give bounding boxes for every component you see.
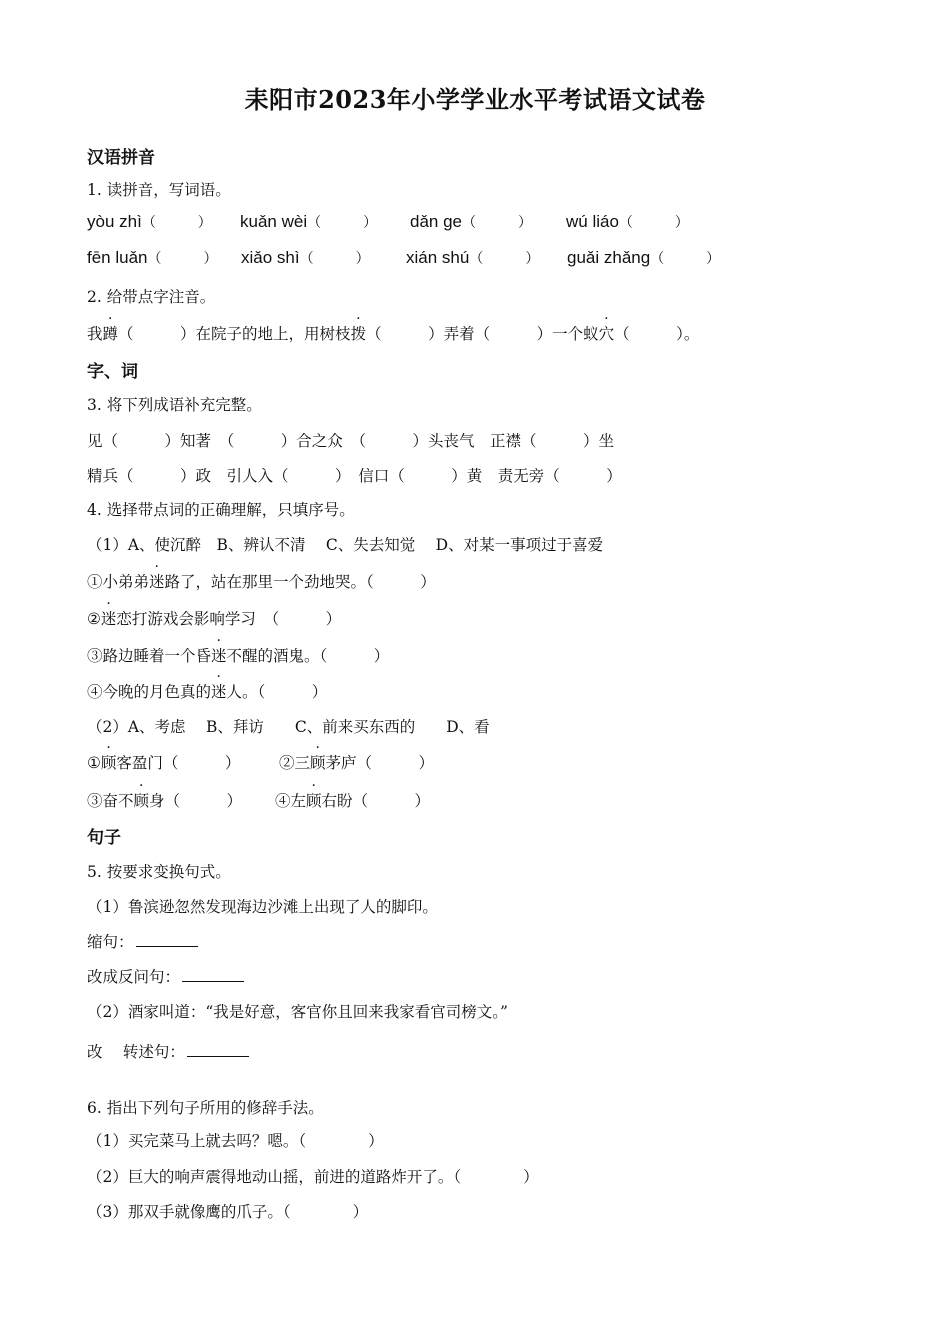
pinyin-text: guǎi zhǎng (567, 248, 651, 267)
answer-blank[interactable]: （ ） (147, 251, 218, 267)
q6-item[interactable]: （2）巨大的响声震得地动山摇，前进的道路炸开了。（ ） (87, 1168, 539, 1186)
text-segment: 恋打游戏会影响学习 （ ） (116, 610, 342, 628)
q1-item (87, 248, 218, 268)
pinyin-text: wú liáo (566, 212, 619, 231)
q4-item[interactable] (275, 789, 430, 811)
text-segment: ④左 (275, 792, 307, 810)
pinyin-text: kuǎn wèi (240, 212, 308, 231)
answer-label: 改成反问句： (87, 968, 181, 986)
dotted-char: 蹲 (102, 325, 119, 343)
q4-options-group1: （1）A、使沉醉 B、辨认不清 C、失去知觉 D、对某一事项过于喜爱 (87, 536, 604, 554)
text-segment: 人。（ ） (226, 683, 328, 701)
pinyin-text: xián shú (406, 248, 470, 267)
section-heading-juzi: 句子 (87, 828, 121, 848)
dotted-char: 迷 (100, 610, 117, 628)
text-segment: 我 (87, 325, 103, 343)
answer-line[interactable] (182, 967, 244, 982)
answer-blank[interactable]: （ ） (650, 251, 721, 267)
q1-item (566, 212, 689, 232)
section-heading-pinyin: 汉语拼音 (87, 148, 155, 168)
q3-prompt: 3. 将下列成语补充完整。 (87, 396, 262, 414)
answer-blank[interactable]: （ ） (462, 215, 532, 231)
q3-line[interactable]: 精兵（ ）政 引人入（ ） 信口（ ）黄 责无旁（ ） (87, 467, 622, 485)
text-segment: 。 (683, 325, 700, 343)
dotted-char: 迷 (211, 647, 227, 665)
q4-item[interactable] (87, 751, 240, 773)
dotted-char: 顾 (100, 754, 117, 772)
text-segment: 路了，站在那里一个劲地哭。（ ） (164, 573, 436, 591)
pinyin-text: xiǎo shì (241, 248, 300, 267)
q4-item[interactable] (87, 680, 327, 702)
q1-item (241, 248, 370, 268)
text-segment: 弄着 (443, 325, 475, 343)
text-segment: ④今晚的月色真的 (87, 683, 212, 701)
q4-item[interactable] (87, 570, 436, 592)
q2-prompt: 2. 给带点字注音。 (87, 288, 216, 306)
q1-item (406, 248, 539, 268)
q1-item (240, 212, 377, 232)
q5-reported[interactable] (87, 1040, 249, 1062)
q1-prompt: 1. 读拼音，写词语。 (87, 181, 231, 199)
answer-blank[interactable]: （ ） (618, 215, 689, 231)
answer-blank[interactable]: （ ） (141, 215, 212, 231)
answer-label: 缩句： (87, 933, 134, 951)
answer-blank[interactable]: （ ） (118, 325, 196, 343)
q4-item[interactable] (87, 789, 242, 811)
q4-prompt: 4. 选择带点词的正确理解，只填序号。 (87, 501, 355, 519)
q4-item[interactable] (87, 644, 389, 666)
q4-options-group2: （2）A、考虑 B、拜访 C、前来买东西的 D、看 (87, 718, 490, 736)
q2-sentence (87, 322, 699, 344)
dotted-char: 顾 (310, 754, 326, 772)
q3-line[interactable]: 见（ ）知著 （ ）合之众 （ ）头丧气 正襟（ ）坐 (87, 432, 615, 450)
q5-rhetorical[interactable] (87, 965, 244, 987)
text-segment: 身（ ） (149, 792, 243, 810)
q1-item (567, 248, 720, 268)
answer-blank[interactable]: （ ） (469, 251, 540, 267)
text-segment: 不醒的酒鬼。（ ） (226, 647, 390, 665)
text-segment: ③路边睡着一个昏 (87, 647, 212, 665)
section-heading-zi-ci: 字、词 (87, 362, 138, 382)
q4-item[interactable] (279, 751, 434, 773)
text-segment: ②三 (279, 754, 311, 772)
dotted-char: 拨 (350, 325, 367, 343)
pinyin-text: dǎn ge (410, 212, 462, 231)
answer-blank[interactable]: （ ） (614, 325, 684, 343)
q1-item (87, 212, 212, 232)
q5-sentence-2: （2）酒家叫道：“我是好意，客官你且回来我家看官司榜文。” (87, 1003, 508, 1021)
text-segment: ③奋不 (87, 792, 134, 810)
q5-prompt: 5. 按要求变换句式。 (87, 863, 231, 881)
answer-label: 改 转述句： (87, 1043, 185, 1061)
answer-line[interactable] (187, 1042, 249, 1057)
text-segment: 客盈门（ ） (116, 754, 241, 772)
dotted-char: 顾 (133, 792, 150, 810)
answer-blank[interactable]: （ ） (307, 215, 378, 231)
answer-blank[interactable]: （ ） (299, 251, 370, 267)
pinyin-text: fēn luǎn (87, 248, 148, 267)
text-segment: 一个蚁 (552, 325, 599, 343)
answer-blank[interactable]: （ ） (366, 325, 444, 343)
page-title: 耒阳市2023年小学学业水平考试语文试卷 (244, 85, 706, 114)
q4-item[interactable] (87, 607, 341, 629)
text-segment: ② (87, 610, 101, 628)
pinyin-text: yòu zhì (87, 212, 142, 231)
dotted-char: 顾 (306, 792, 322, 810)
text-segment: 右盼（ ） (321, 792, 431, 810)
q6-item[interactable]: （1）买完菜马上就去吗？嗯。（ ） (87, 1132, 384, 1150)
answer-blank[interactable]: （ ） (474, 325, 553, 343)
q5-sentence-1: （1）鲁滨逊忽然发现海边沙滩上出现了人的脚印。 (87, 898, 438, 916)
q1-item (410, 212, 532, 232)
answer-line[interactable] (136, 932, 198, 947)
q6-item[interactable]: （3）那双手就像鹰的爪子。（ ） (87, 1203, 369, 1221)
text-segment: ① (87, 754, 101, 772)
q6-prompt: 6. 指出下列句子所用的修辞手法。 (87, 1099, 324, 1117)
dotted-char: 迷 (211, 683, 227, 701)
q5-condense[interactable] (87, 930, 198, 952)
dotted-char: 穴 (598, 325, 615, 343)
text-segment: 茅庐（ ） (325, 754, 435, 772)
text-segment: 在院子的地上，用树枝 (195, 325, 351, 343)
dotted-char: 迷 (149, 573, 165, 591)
text-segment: ①小弟弟 (87, 573, 150, 591)
